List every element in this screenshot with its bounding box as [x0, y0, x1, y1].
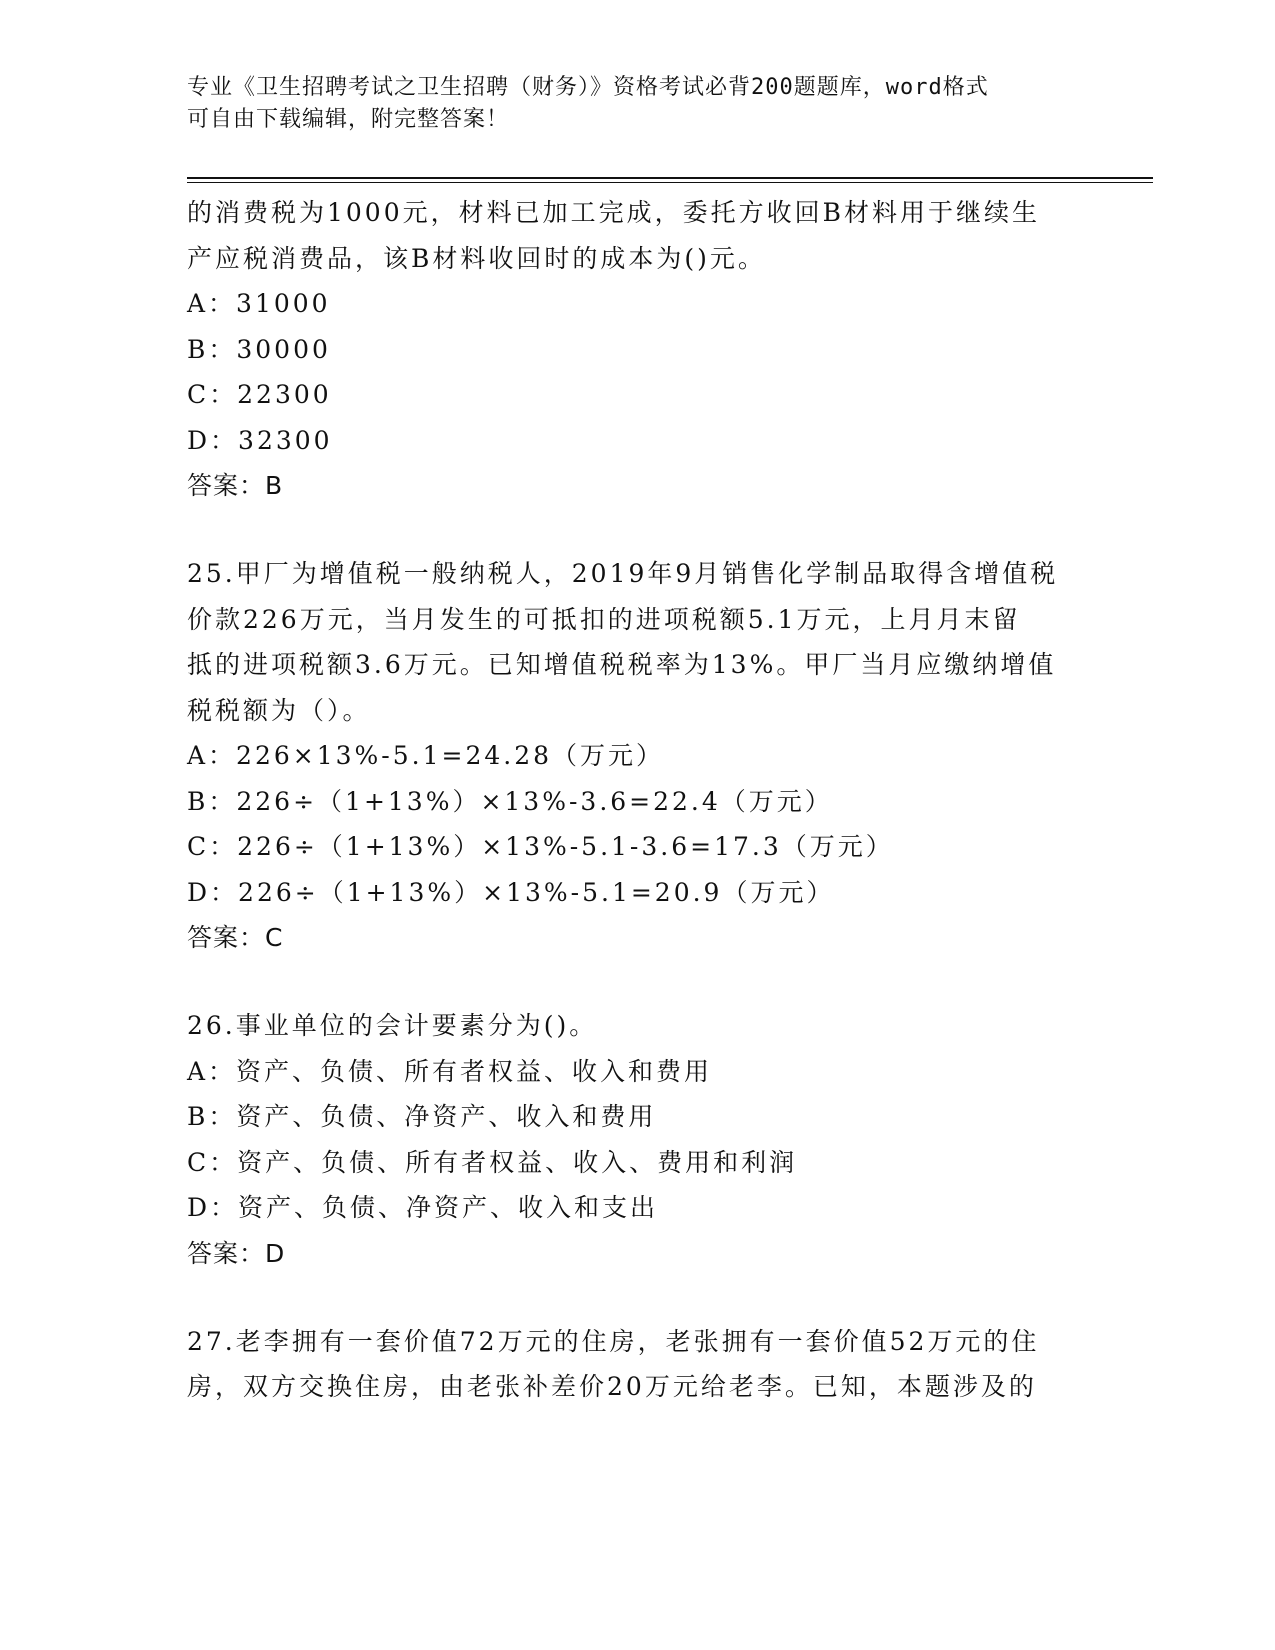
header-divider-thin [187, 182, 1153, 183]
spacer [187, 961, 1087, 1003]
option-d: D：资产、负债、净资产、收入和支出 [187, 1193, 659, 1222]
option-c: C：资产、负债、所有者权益、收入、费用和利润 [187, 1147, 798, 1177]
option-b: B：资产、负债、净资产、收入和费用 [187, 1102, 657, 1131]
option-b: B：226÷（1+13%）×13%-3.6=22.4（万元） [187, 786, 833, 816]
document-body [187, 190, 1087, 1410]
option-d: D：32300 [187, 425, 333, 455]
option-a: A：31000 [187, 289, 331, 318]
question-text-line: 的消费税为1000元，材料已加工完成，委托方收回B材料用于继续生 [187, 198, 1040, 227]
option-c: C：22300 [187, 380, 332, 409]
question-text-line: 27.老李拥有一套价值72万元的住房，老张拥有一套价值52万元的住 [187, 1326, 1040, 1356]
question-text-line: 抵的进项税额3.6万元。已知增值税税率为13%。甲厂当月应缴纳增值 [187, 650, 1057, 679]
spacer [187, 509, 1087, 551]
spacer [187, 1277, 1087, 1319]
question-text-line: 26.事业单位的会计要素分为()。 [187, 1011, 598, 1040]
question-text-line: 25.甲厂为增值税一般纳税人，2019年9月销售化学制品取得含增值税 [187, 559, 1059, 588]
option-a: A：资产、负债、所有者权益、收入和费用 [187, 1056, 713, 1086]
header-title-line-2: 可自由下载编辑，附完整答案！ [187, 107, 510, 132]
answer-line: 答案：B [187, 471, 284, 500]
answer-line: 答案：D [187, 1238, 286, 1268]
answer-line: 答案：C [187, 923, 284, 952]
question-text-line: 产应税消费品，该B材料收回时的成本为()元。 [187, 243, 766, 273]
option-b: B：30000 [187, 334, 331, 364]
question-27 [187, 1319, 1087, 1410]
option-a: A：226×13%-5.1=24.28（万元） [187, 741, 665, 770]
question-25 [187, 551, 1087, 961]
header-divider-thick [187, 177, 1153, 179]
question-text-line: 税税额为（）。 [187, 695, 371, 725]
header-title-line-1: 专业《卫生招聘考试之卫生招聘（财务）》资格考试必背200题题库，word格式 [187, 75, 989, 100]
question-text-line: 房，双方交换住房，由老张补差价20万元给老李。已知，本题涉及的 [187, 1372, 1037, 1401]
option-c: C：226÷（1+13%）×13%-5.1-3.6=17.3（万元） [187, 832, 894, 861]
document-header [187, 72, 1087, 136]
option-d: D：226÷（1+13%）×13%-5.1=20.9（万元） [187, 877, 835, 907]
question-24-continued [187, 190, 1087, 509]
question-text-line: 价款226万元，当月发生的可抵扣的进项税额5.1万元，上月月末留 [187, 604, 1021, 634]
question-26 [187, 1003, 1087, 1277]
